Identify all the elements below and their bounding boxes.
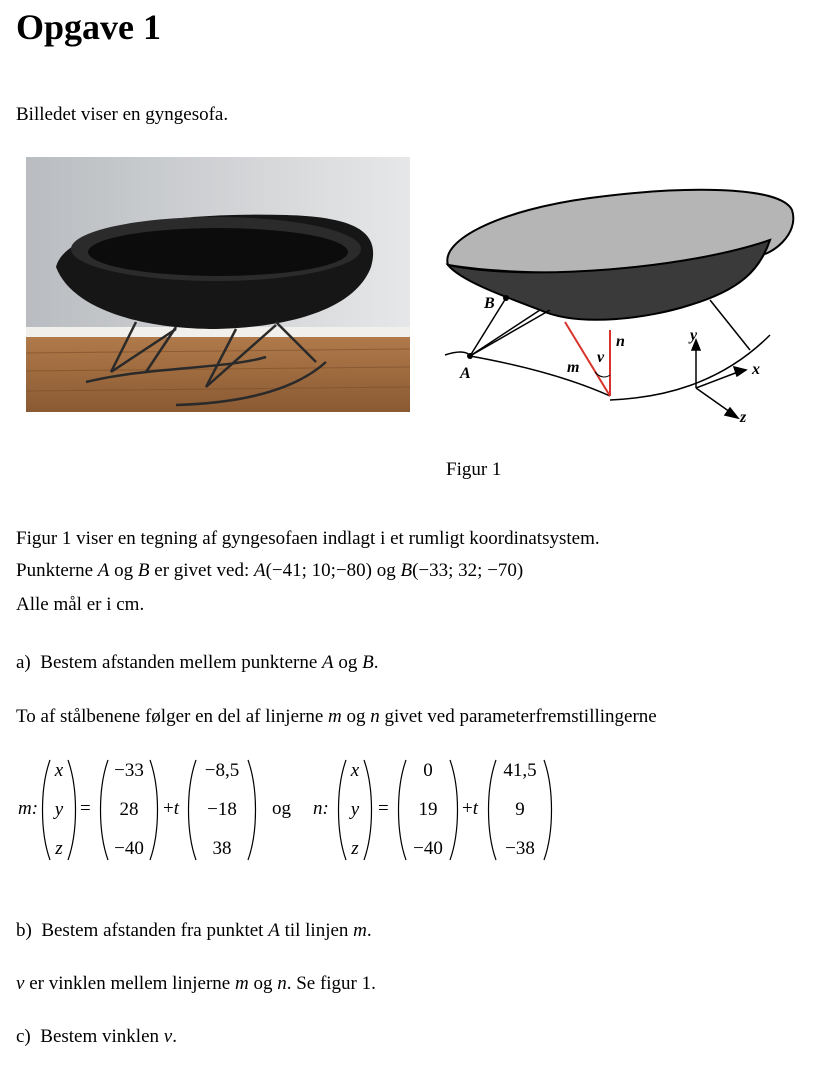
eq-og: og [272, 798, 291, 819]
eq-n-equals: = [378, 798, 389, 819]
figure-caption: Figur 1 [446, 459, 502, 480]
label-n: n [616, 333, 625, 350]
eq-m-plus-t: +t [163, 798, 179, 819]
eq-n-vars: x y z [350, 760, 360, 859]
para1-line2: Punkterne A og B er givet ved: A(−41; 10;−80) og B(−33; 32; −70) [16, 560, 524, 581]
question-c: c) Bestem vinklen v. [16, 1026, 177, 1047]
para3: v er vinklen mellem linjerne m og n. Se figur 1. [16, 973, 376, 994]
label-B: B [484, 295, 495, 312]
label-x: x [752, 361, 760, 378]
label-A: A [460, 365, 471, 382]
question-b: b) Bestem afstanden fra punktet A til linjen m. [16, 920, 372, 941]
question-a: a) Bestem afstanden mellem punkterne A og B. [16, 652, 379, 673]
page-title: Opgave 1 [16, 7, 162, 47]
eq-m-direction: −8,5 −18 38 [204, 760, 240, 859]
eq-n-direction: 41,5 9 −38 [503, 760, 537, 859]
eq-m-equals: = [80, 798, 91, 819]
sofa-photo [26, 157, 410, 412]
label-m: m [567, 359, 580, 376]
eq-m-name: m: [18, 798, 39, 819]
para2: To af stålbenene følger en del af linjerne m og n givet ved parameterfremstillingerne [16, 706, 657, 727]
eq-n-plus-t: +t [462, 798, 478, 819]
eq-m-point: −33 28 −40 [114, 760, 144, 859]
sofa-diagram [440, 160, 800, 430]
eq-n-name: n: [313, 798, 329, 819]
para1-line3: Alle mål er i cm. [16, 594, 145, 615]
para1-line1: Figur 1 viser en tegning af gyngesofaen indlagt i et rumligt koordinatsystem. [16, 528, 600, 549]
intro-text: Billedet viser en gyngesofa. [16, 104, 229, 125]
label-y: y [690, 327, 698, 344]
label-v: v [597, 349, 605, 366]
eq-m-vars: x y z [54, 760, 64, 859]
eq-n-point: 0 19 −40 [413, 760, 443, 859]
label-z: z [740, 409, 747, 426]
